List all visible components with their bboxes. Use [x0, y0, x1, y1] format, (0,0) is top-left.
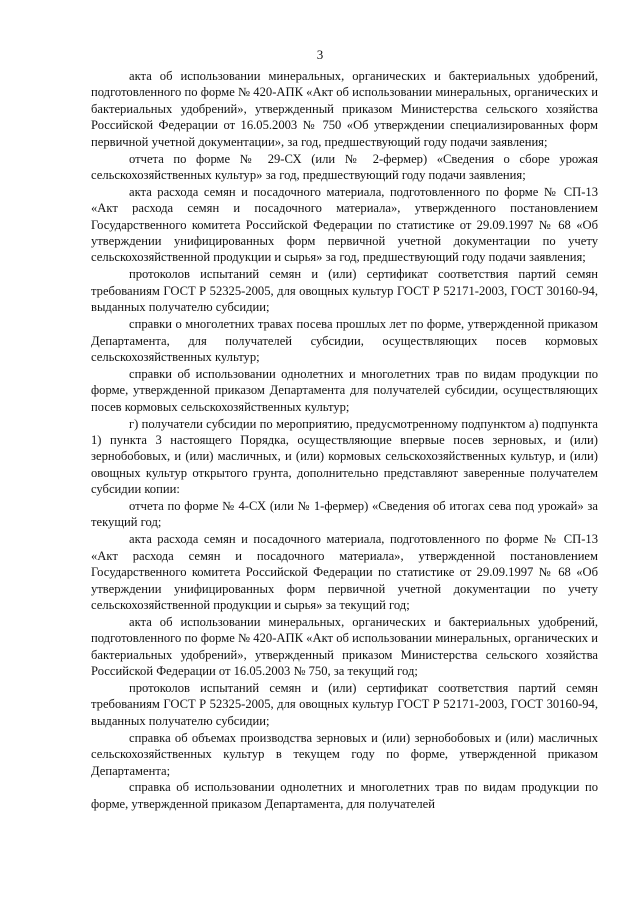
- paragraph: г) получатели субсидии по мероприятию, предусмотренному подпунктом а) подпункта 1) пункта 3 настоящего Порядка, осуществляющие впервые посев зерновых, и (или) зернобобовых, и (или) масличных, и (или) кормовых сельскохозяйственных культур, и (или) овощных культур открытого грунта, дополнительно представляют заверенные получателем субсидии копии:: [91, 416, 598, 497]
- paragraph: справка об объемах производства зерновых и (или) зернобобовых и (или) масличных сельскохозяйственных культур в текущем году по форме, утвержденной приказом Департамента;: [91, 730, 598, 778]
- paragraph: акта расхода семян и посадочного материала, подготовленного по форме № СП-13 «Акт расхода семян и посадочного материала», утвержденного постановлением Государственного комитета Российской Федерации по статистике от 29.09.1997 № 68 «Об утверждении унифицированных форм первичной учетной документации по учету сельскохозяйственной продукции и сырья» за год, предшествующий году подачи заявления;: [91, 184, 598, 265]
- paragraph: акта об использовании минеральных, органических и бактериальных удобрений, подготовленного по форме № 420-АПК «Акт об использовании минеральных, органических и бактериальных удобрений», утвержденный приказом Министерства сельского хозяйства Российской Федерации от 16.05.2003 № 750 «Об утверждении специализированных форм первичной учетной документации», за год, предшествующий году подачи заявления;: [91, 69, 598, 149]
- page-number: 3: [316, 47, 324, 62]
- document-body: [91, 68, 598, 813]
- paragraph: справки о многолетних травах посева прошлых лет по форме, утвержденной приказом Департамента, для получателей субсидии, осуществляющих посев кормовых сельскохозяйственных культур;: [91, 317, 598, 364]
- paragraph: акта расхода семян и посадочного материала, подготовленного по форме № СП-13 «Акт расхода семян и посадочного материала», утвержденной постановлением Государственного комитета Российской Федерации по статистике от 29.09.1997 № 68 «Об утверждении унифицированных форм первичной учетной документации по учету сельскохозяйственной продукции и сырья» за текущий год;: [91, 532, 598, 612]
- paragraph: справка об использовании однолетних и многолетних трав по видам продукции по форме, утвержденной приказом Департамента, для получателей: [91, 780, 598, 811]
- paragraph: отчета по форме № 29-СХ (или № 2-фермер) «Сведения о сборе урожая сельскохозяйственных культур» за год, предшествующий году подачи заявления;: [91, 151, 598, 182]
- paragraph: протоколов испытаний семян и (или) сертификат соответствия партий семян требованиям ГОСТ Р 52325-2005, для овощных культур ГОСТ Р 52171-2003, ГОСТ 30160-94, выданных получателю субсидии;: [91, 267, 598, 315]
- paragraph: отчета по форме № 4-СХ (или № 1-фермер) «Сведения об итогах сева под урожай» за текущий год;: [91, 499, 598, 530]
- paragraph: справки об использовании однолетних и многолетних трав по видам продукции по форме, утвержденной приказом Департамента для получателей субсидии, осуществляющих посев кормовых сельскохозяйственных культур;: [91, 366, 598, 414]
- paragraph: акта об использовании минеральных, органических и бактериальных удобрений, подготовленного по форме № 420-АПК «Акт об использовании минеральных, органических и бактериальных удобрений», утвержденный приказом Министерства сельского хозяйства Российской Федерации от 16.05.2003 № 750, за текущий год;: [91, 614, 598, 679]
- paragraph: протоколов испытаний семян и (или) сертификат соответствия партий семян требованиям ГОСТ Р 52325-2005, для овощных культур ГОСТ Р 52171-2003, ГОСТ 30160-94, выданных получателю субсидии;: [91, 681, 598, 728]
